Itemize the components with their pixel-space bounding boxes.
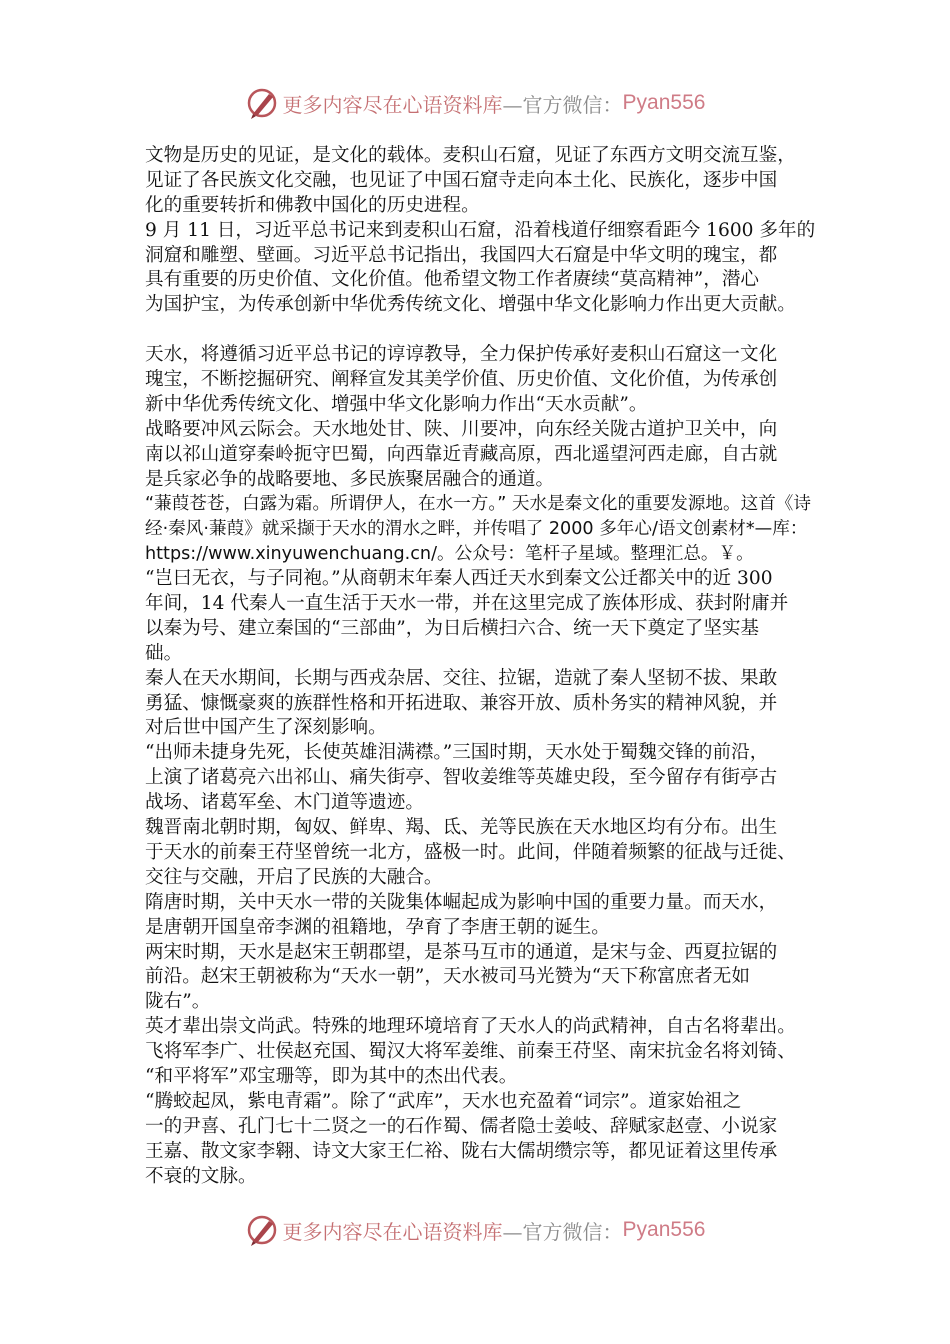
text-line: 文物是历史的见证，是文化的载体。麦积山石窟，见证了东西方文明交流互鉴， <box>145 145 796 166</box>
banner-separator: —官方微信： <box>502 92 623 117</box>
text-line: 经·秦风·蒹葭》就采撷于天水的渭水之畔，并传唱了 2000 多年心/语文创素材*—库： <box>145 519 808 540</box>
text-line: 一的尹喜、孔门七十二贤之一的石作蜀、儒者隐士姜岐、辞赋家赵壹、小说家 <box>145 1115 778 1137</box>
paragraph <box>145 667 835 742</box>
paragraph-gap <box>145 318 835 343</box>
text-line: 年间，14 代秦人一直生活于天水一带，并在这里完成了族体形成、获封附庸并 <box>145 593 789 615</box>
text-line: 天水，将遵循习近平总书记的谆谆教导，全力保护传承好麦积山石窟这一文化 <box>145 344 778 366</box>
text-line: 英才辈出崇文尚武。特殊的地理环境培育了天水人的尚武精神，自古名将辈出。 <box>145 1016 796 1038</box>
text-line: 础。 <box>145 642 183 664</box>
text-line: 战略要冲风云际会。天水地处甘、陕、川要冲，向东经关陇古道护卫关中，向 <box>145 418 778 440</box>
text-line: 上演了诸葛亮六出祁山、痛失街亭、智收姜维等英雄史段，至今留存有街亭古 <box>145 767 778 789</box>
paragraph <box>145 144 835 219</box>
text-line: 战场、诸葛军垒、木门道等遗迹。 <box>145 792 424 814</box>
text-line: 飞将军李广、壮侯赵充国、蜀汉大将军姜维、前秦王苻坚、南宋抗金名将刘锜、 <box>145 1041 796 1063</box>
text-line: 瑰宝，不断挖掘研究、阐释宣发其美学价值、历史价值、文化价值，为传承创 <box>145 369 778 391</box>
text-line: 隋唐时期，关中天水一带的关陇集体崛起成为影响中国的重要力量。而天水， <box>145 891 778 913</box>
text-line: 为国护宝，为传承创新中华优秀传统文化、增强中华文化影响力作出更大贡献。 <box>145 294 796 316</box>
banner-text: 更多内容尽在心语资料库 <box>282 92 503 117</box>
text-line: 是唐朝开国皇帝李渊的祖籍地，孕育了李唐王朝的诞生。 <box>145 916 610 938</box>
text-line: 具有重要的历史价值、文化价值。他希望文物工作者赓续“莫高精神”，潜心 <box>145 269 760 291</box>
text-line: “腾蛟起凤，紫电青霜”。除了“武库”，天水也充盈着“词宗”。道家始祖之 <box>145 1090 742 1112</box>
text-line: 不衰的文脉。 <box>145 1165 257 1187</box>
text-line: “和平将军”邓宝珊等，即为其中的杰出代表。 <box>145 1065 518 1087</box>
paragraph <box>145 1090 835 1190</box>
header-banner <box>0 83 950 123</box>
text-line: 秦人在天水期间，长期与西戎杂居、交往、拉锯，造就了秦人坚韧不拔、果敢 <box>145 667 778 689</box>
text-line: 于天水的前秦王苻坚曾统一北方，盛极一时。此间，伴随着频繁的征战与迁徙、 <box>145 841 796 863</box>
text-line: 化的重要转折和佛教中国化的历史进程。 <box>145 194 480 216</box>
text-line: 南以祁山道穿秦岭扼守巴蜀，向西靠近青藏高原，西北遥望河西走廊，自古就 <box>145 443 778 465</box>
text-line: 对后世中国产生了深刻影响。 <box>145 717 387 739</box>
text-line: 前沿。赵宋王朝被称为“天水一朝”，天水被司马光赞为“天下称富庶者无如 <box>145 966 750 988</box>
paragraph <box>145 941 835 1016</box>
paragraph <box>145 343 835 418</box>
text-line: 两宋时期，天水是赵宋王朝郡望，是茶马互市的通道，是宋与金、西夏拉锯的 <box>145 941 778 963</box>
paragraph <box>145 492 835 567</box>
text-line: https://www.xinyuwenchuang.cn/。公众号：笔杆子星域。整理汇总。￥。 <box>145 544 754 565</box>
text-line: 洞窟和雕塑、壁画。习近平总书记指出，我国四大石窟是中华文明的瑰宝，都 <box>145 244 778 266</box>
paragraph <box>145 567 835 667</box>
text-line: “出师未捷身先死，长使英雄泪满襟。”三国时期，天水处于蜀魏交锋的前沿， <box>145 742 769 764</box>
text-line: 陇右”。 <box>145 991 211 1013</box>
text-line: 魏晋南北朝时期，匈奴、鲜卑、羯、氐、羌等民族在天水地区均有分布。出生 <box>145 817 778 839</box>
footer-banner <box>0 1210 950 1250</box>
banner-wechat-id: Pyan556 <box>622 91 706 114</box>
text-line: 以秦为号、建立秦国的“三部曲”，为日后横扫六合、统一天下奠定了坚实基 <box>145 617 760 639</box>
text-line: 新中华优秀传统文化、增强中华文化影响力作出“天水贡献”。 <box>145 393 648 415</box>
text-line: “岂曰无衣，与子同袍。”从商朝末年秦人西迁天水到秦文公迁都关中的近 300 <box>145 568 773 590</box>
text-line: 勇猛、慷慨豪爽的族群性格和开拓进取、兼容开放、质朴务实的精神风貌，并 <box>145 692 778 714</box>
text-line: 见证了各民族文化交融，也见证了中国石窟寺走向本土化、民族化，逐步中国 <box>145 169 778 191</box>
document-body <box>145 144 835 1189</box>
text-line: 9 月 11 日，习近平总书记来到麦积山石窟，沿着栈道仔细察看距今 1600 多年的 <box>145 219 816 241</box>
paragraph <box>145 816 835 891</box>
paragraph <box>145 418 835 493</box>
paragraph <box>145 1015 835 1090</box>
text-line: 王嘉、散文家李翱、诗文大家王仁裕、陇右大儒胡缵宗等，都见证着这里传承 <box>145 1140 778 1162</box>
banner-text: 更多内容尽在心语资料库 <box>282 1219 503 1244</box>
pen-logo-icon <box>245 1213 279 1247</box>
text-line: 是兵家必争的战略要地、多民族聚居融合的通道。 <box>145 468 555 490</box>
paragraph <box>145 219 835 319</box>
paragraph <box>145 741 835 816</box>
banner-separator: —官方微信： <box>502 1219 623 1244</box>
text-line: “蒹葭苍苍，白露为霜。所谓伊人，在水一方。” 天水是秦文化的重要发源地。这首《诗 <box>145 494 811 515</box>
text-line: 交往与交融，开启了民族的大融合。 <box>145 866 443 888</box>
banner-wechat-id: Pyan556 <box>622 1218 706 1241</box>
paragraph <box>145 891 835 941</box>
pen-logo-icon <box>245 86 279 120</box>
